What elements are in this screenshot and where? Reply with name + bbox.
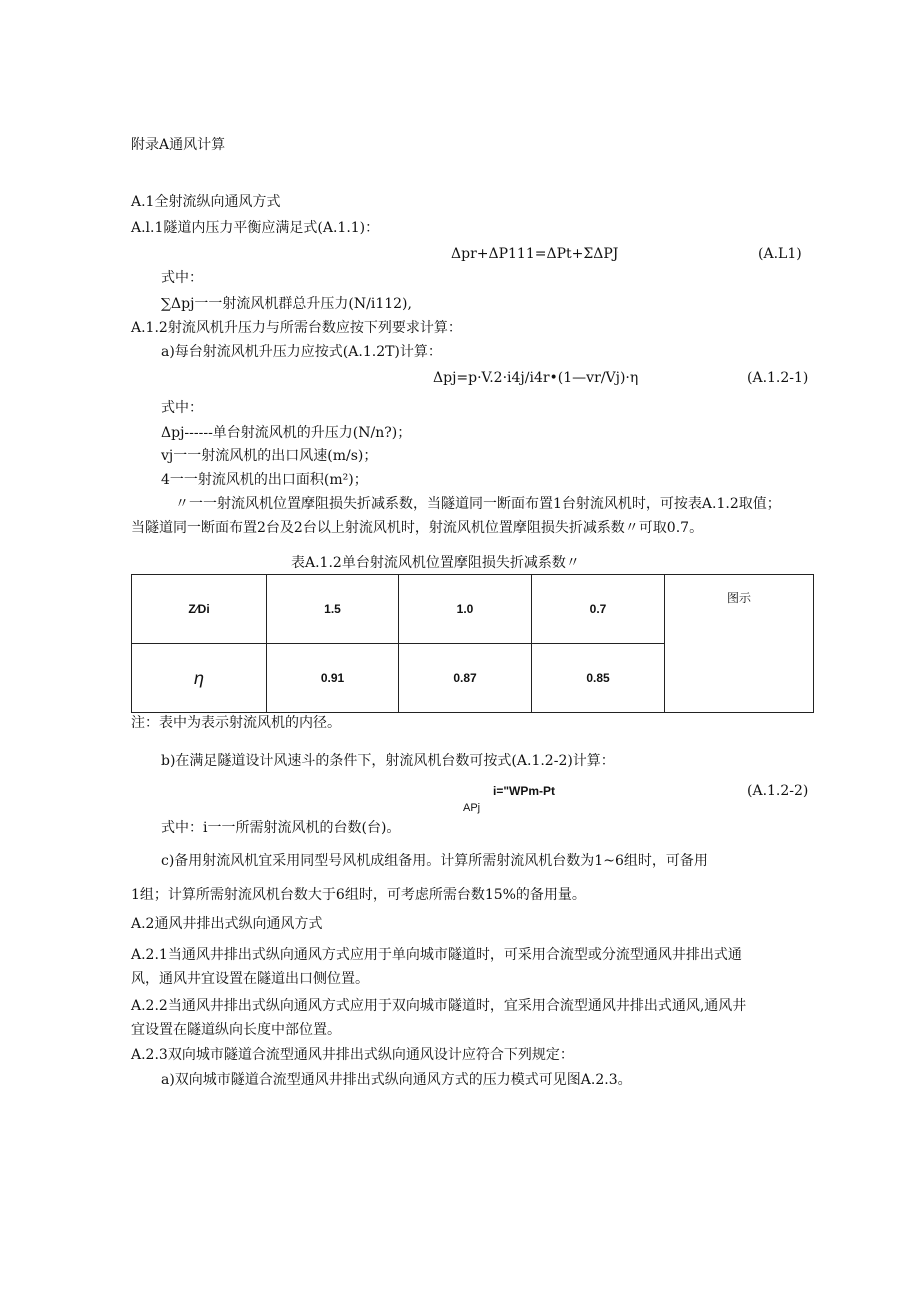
table-cell: 1.5 <box>267 575 399 644</box>
equation-a122-denominator: APj <box>463 802 481 814</box>
clause-a112-a: a)每台射流风机升压力应按式(A.1.2T)计算： <box>161 344 442 360</box>
table-caption: 表A.1.2单台射流风机位置摩阻损失折减系数〃 <box>291 555 580 571</box>
definition-i: 式中：i一一所需射流风机的台数(台)。 <box>161 820 401 836</box>
definition-sum-dpj: ∑Δpj一一射流风机群总升压力(N∕i112), <box>161 296 412 312</box>
clause-a22-line2: 宜设置在隧道纵向长度中部位置。 <box>131 1022 341 1038</box>
definition-eta-line1: 〃一一射流风机位置摩阻损失折减系数，当隧道同一断面布置1台射流风机时，可按表A.1.2取值； <box>175 496 781 512</box>
clause-a21-line2: 风，通风井宜设置在隧道出口侧位置。 <box>131 971 369 987</box>
table-cell: 0.87 <box>399 644 532 713</box>
table-note: 注：表中为表示射流风机的内径。 <box>131 715 341 731</box>
clause-a22-line1: A.2.2当通风井排出式纵向通风方式应用于双向城市隧道时，宜采用合流型通风井排出式通风,通风井 <box>131 998 747 1014</box>
equation-a122-number: (A.1.2-2) <box>747 783 809 799</box>
clause-a23: A.2.3双向城市隧道合流型通风井排出式纵向通风设计应符合下列规定： <box>131 1047 574 1063</box>
table-cell: 1.0 <box>399 575 532 644</box>
definition-eta-line2: 当隧道同一断面布置2台及2台以上射流风机时，射流风机位置摩阻损失折减系数〃可取0.7。 <box>131 520 704 536</box>
definition-area: 4一一射流风机的出口面积(m²)； <box>161 472 368 488</box>
section-a2-heading: A.2通风井排出式纵向通风方式 <box>131 916 323 932</box>
equation-a11-number: (A.L1) <box>758 246 802 262</box>
equation-a121-number: (A.1.2-1) <box>747 370 809 386</box>
section-a1-heading: A.1全射流纵向通风方式 <box>131 194 281 210</box>
clause-a112-b: b)在满足隧道设计风速斗的条件下，射流风机台数可按式(A.1.2-2)计算： <box>161 753 615 769</box>
equation-a122-numerator: i="WPm-Pt <box>493 784 556 798</box>
equation-a11: Δpr+ΔP111=ΔPt+ΣΔPJ <box>451 246 619 262</box>
table-cell: 0.91 <box>267 644 399 713</box>
clause-a23-a: a)双向城市隧道合流型通风井排出式纵向通风方式的压力模式可见图A.2.3。 <box>161 1072 632 1088</box>
clause-a112-c-line1: c)备用射流风机宜采用同型号风机成组备用。计算所需射流风机台数为1~6组时，可备用 <box>161 853 708 869</box>
where-label-2: 式中： <box>161 400 203 416</box>
appendix-title: 附录A通风计算 <box>131 137 226 153</box>
table-cell: 0.7 <box>532 575 665 644</box>
table-row <box>132 575 814 644</box>
reduction-coefficient-table <box>131 574 814 713</box>
clause-a111: A.l.1隧道内压力平衡应满足式(A.1.1)： <box>131 220 380 236</box>
clause-a21-line1: A.2.1当通风井排出式纵向通风方式应用于单向城市隧道时，可采用合流型或分流型通风井排出式通 <box>131 947 742 963</box>
equation-a121: Δpj=p·V.2·i4j∕i4r•(1—vr∕Vj)·η <box>433 370 639 386</box>
definition-vj: vj一一射流风机的出口风速(m/s)； <box>161 448 378 464</box>
clause-a112-c-line2: 1组；计算所需射流风机台数大于6组时，可考虑所需台数15%的备用量。 <box>131 887 586 903</box>
table-cell: 0.85 <box>532 644 665 713</box>
table-diagram-cell: 图示 <box>665 575 814 713</box>
clause-a112: A.1.2射流风机升压力与所需台数应按下列要求计算： <box>131 320 462 336</box>
table-header-z-di: Z∕Di <box>132 575 267 644</box>
definition-dpj: Δpj------单台射流风机的升压力(N/n?)； <box>161 425 412 441</box>
table-header-eta: η <box>132 644 267 713</box>
where-label: 式中： <box>161 270 203 286</box>
